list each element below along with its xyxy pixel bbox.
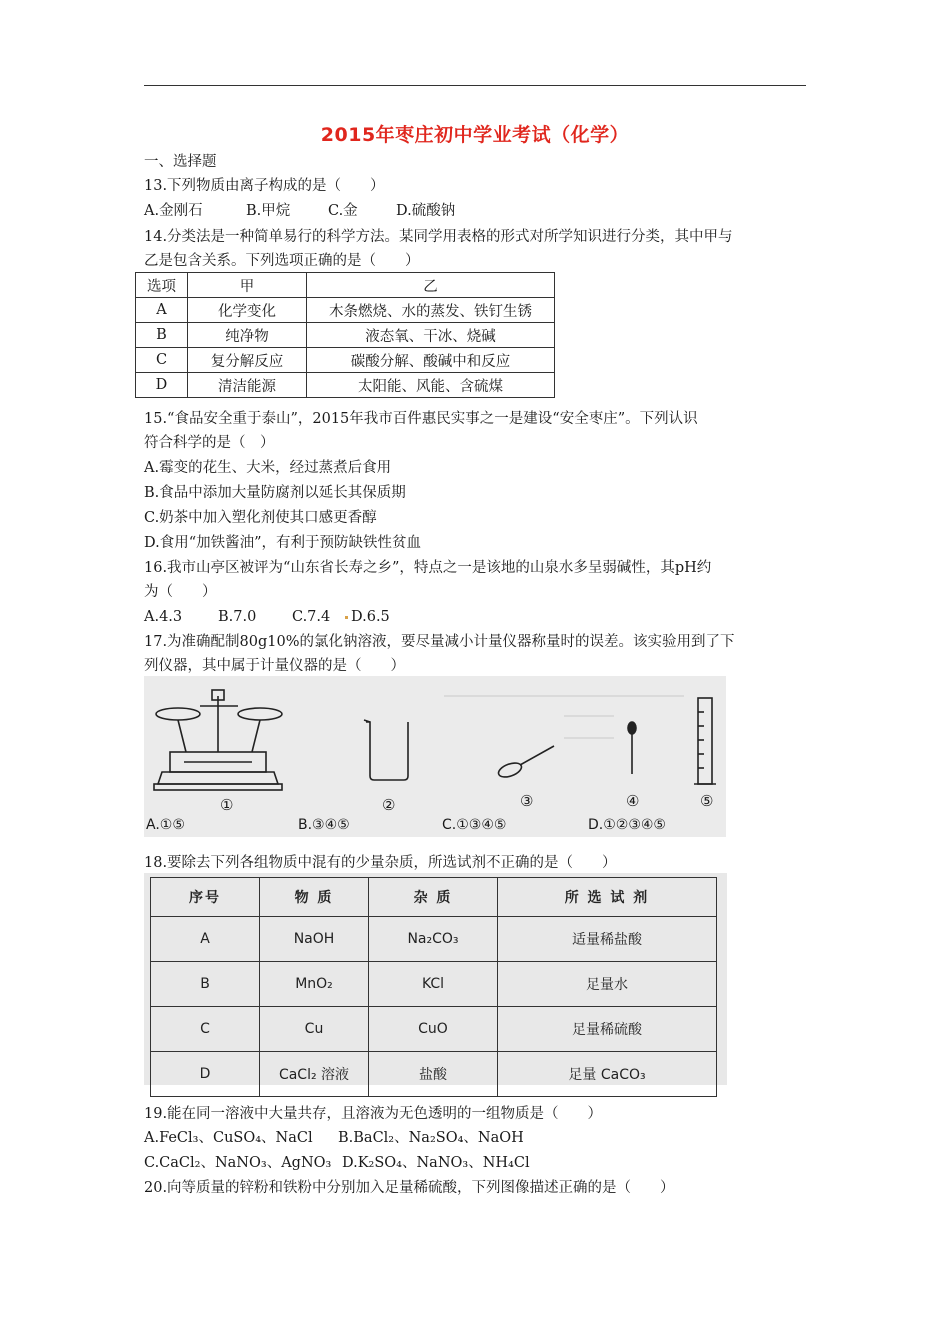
q16-stem: 为（ ） bbox=[144, 584, 217, 600]
table-cell: 木条燃烧、水的蒸发、铁钉生锈 bbox=[307, 298, 555, 323]
q19-option: C.CaCl₂、NaNO₃、AgNO₃ bbox=[144, 1155, 332, 1171]
q15-option: B.食品中添加大量防腐剂以延长其保质期 bbox=[144, 485, 406, 501]
table-cell: C bbox=[136, 348, 188, 373]
dropper-icon bbox=[628, 722, 636, 774]
graduated-cylinder-icon bbox=[694, 698, 716, 784]
figure-label: ① bbox=[220, 796, 234, 814]
q19-option: D.K₂SO₄、NaNO₃、NH₄Cl bbox=[342, 1155, 530, 1171]
table-header-row bbox=[151, 878, 717, 917]
q15-stem: 符合科学的是（ ） bbox=[144, 435, 275, 451]
q19-options bbox=[144, 1128, 524, 1148]
q16-option: D.6.5 bbox=[351, 609, 390, 625]
q14-stem: 乙是包含关系。下列选项正确的是（ ） bbox=[144, 253, 420, 269]
q17-option: B.③④⑤ bbox=[298, 817, 350, 833]
header-rule bbox=[144, 85, 806, 86]
q18-table-figure bbox=[144, 873, 727, 1085]
table-header: 乙 bbox=[307, 273, 555, 298]
q19-option: B.BaCl₂、Na₂SO₄、NaOH bbox=[338, 1130, 524, 1146]
table-cell: D bbox=[136, 373, 188, 398]
table-header: 物 质 bbox=[260, 878, 369, 917]
table-cell: Cu bbox=[260, 1007, 369, 1052]
table-cell: 碳酸分解、酸碱中和反应 bbox=[307, 348, 555, 373]
q19-option: A.FeCl₃、CuSO₄、NaCl bbox=[144, 1130, 313, 1146]
balance-icon bbox=[154, 690, 282, 790]
q13-option: D.硫酸钠 bbox=[396, 203, 456, 219]
q17-option: D.①②③④⑤ bbox=[588, 817, 666, 833]
table-row bbox=[151, 917, 717, 962]
table-cell: D bbox=[151, 1052, 260, 1097]
q20-stem: 20.向等质量的锌粉和铁粉中分别加入足量稀硫酸，下列图像描述正确的是（ ） bbox=[144, 1180, 675, 1196]
table-row bbox=[151, 1052, 717, 1097]
table-header: 选项 bbox=[136, 273, 188, 298]
table-cell: Na₂CO₃ bbox=[369, 917, 498, 962]
table-header-row bbox=[136, 273, 555, 298]
table-row bbox=[136, 373, 555, 398]
speck-mark bbox=[345, 616, 348, 619]
table-cell: 纯净物 bbox=[188, 323, 307, 348]
q14-stem: 14.分类法是一种简单易行的科学方法。某同学用表格的形式对所学知识进行分类，其中甲与 bbox=[144, 229, 733, 245]
table-cell: 液态氧、干冰、烧碱 bbox=[307, 323, 555, 348]
table-cell: MnO₂ bbox=[260, 962, 369, 1007]
q19-options bbox=[144, 1153, 530, 1173]
q17-stem: 17.为准确配制80g10%的氯化钠溶液，要尽量减小计量仪器称量时的误差。该实验用到了下 bbox=[144, 634, 735, 650]
q13-option: A.金刚石 bbox=[144, 203, 203, 219]
table-cell: 盐酸 bbox=[369, 1052, 498, 1097]
q15-option: C.奶茶中加入塑化剂使其口感更香醇 bbox=[144, 510, 377, 526]
table-cell: 适量稀盐酸 bbox=[498, 917, 717, 962]
q15-option: D.食用“加铁酱油”，有利于预防缺铁性贫血 bbox=[144, 535, 422, 551]
q19-stem: 19.能在同一溶液中大量共存，且溶液为无色透明的一组物质是（ ） bbox=[144, 1106, 603, 1122]
figure-label: ④ bbox=[626, 792, 640, 810]
table-cell: 足量 CaCO₃ bbox=[498, 1052, 717, 1097]
table-header: 序号 bbox=[151, 878, 260, 917]
table-cell: 太阳能、风能、含硫煤 bbox=[307, 373, 555, 398]
q17-instrument-figure bbox=[144, 676, 726, 837]
table-row bbox=[136, 298, 555, 323]
q17-stem: 列仪器，其中属于计量仪器的是（ ） bbox=[144, 658, 405, 674]
q15-option: A.霉变的花生、大米，经过蒸煮后食用 bbox=[144, 460, 392, 476]
table-header: 所 选 试 剂 bbox=[498, 878, 717, 917]
table-cell: A bbox=[136, 298, 188, 323]
q16-stem: 16.我市山亭区被评为“山东省长寿之乡”，特点之一是该地的山泉水多呈弱碱性，其pH约 bbox=[144, 560, 712, 576]
q17-option: A.①⑤ bbox=[146, 817, 185, 833]
table-header: 甲 bbox=[188, 273, 307, 298]
q13-option: C.金 bbox=[328, 203, 358, 219]
table-row bbox=[151, 962, 717, 1007]
q16-option: C.7.4 bbox=[292, 609, 331, 625]
table-cell: B bbox=[151, 962, 260, 1007]
table-row bbox=[136, 348, 555, 373]
table-cell: 清洁能源 bbox=[188, 373, 307, 398]
table-cell: 足量水 bbox=[498, 962, 717, 1007]
q16-option: B.7.0 bbox=[218, 609, 257, 625]
figure-label: ② bbox=[382, 796, 396, 814]
q17-option: C.①③④⑤ bbox=[442, 817, 507, 833]
q14-table bbox=[135, 272, 555, 398]
table-cell: A bbox=[151, 917, 260, 962]
table-cell: CuO bbox=[369, 1007, 498, 1052]
figure-label: ③ bbox=[520, 792, 534, 810]
table-cell: NaOH bbox=[260, 917, 369, 962]
table-cell: 足量稀硫酸 bbox=[498, 1007, 717, 1052]
table-cell: 复分解反应 bbox=[188, 348, 307, 373]
table-cell: 化学变化 bbox=[188, 298, 307, 323]
q13-options bbox=[144, 201, 455, 221]
q15-stem: 15.“食品安全重于泰山”，2015年我市百件惠民实事之一是建设“安全枣庄”。下列认识 bbox=[144, 411, 698, 427]
page-title: 2015年枣庄初中学业考试（化学） bbox=[320, 124, 630, 146]
q18-table bbox=[150, 877, 717, 1097]
table-row bbox=[136, 323, 555, 348]
table-cell: KCl bbox=[369, 962, 498, 1007]
q16-options bbox=[144, 607, 390, 627]
section-heading: 一、选择题 bbox=[144, 154, 217, 170]
q18-stem: 18.要除去下列各组物质中混有的少量杂质，所选试剂不正确的是（ ） bbox=[144, 855, 617, 871]
q13-stem: 13.下列物质由离子构成的是（ ） bbox=[144, 178, 385, 194]
table-cell: B bbox=[136, 323, 188, 348]
table-cell: C bbox=[151, 1007, 260, 1052]
beaker-icon bbox=[364, 720, 408, 780]
table-header: 杂 质 bbox=[369, 878, 498, 917]
table-row bbox=[151, 1007, 717, 1052]
scan-noise bbox=[444, 696, 684, 738]
table-cell: CaCl₂ 溶液 bbox=[260, 1052, 369, 1097]
figure-label: ⑤ bbox=[700, 792, 714, 810]
spoon-icon bbox=[497, 746, 554, 780]
q13-option: B.甲烷 bbox=[246, 203, 291, 219]
q16-option: A.4.3 bbox=[144, 609, 183, 625]
